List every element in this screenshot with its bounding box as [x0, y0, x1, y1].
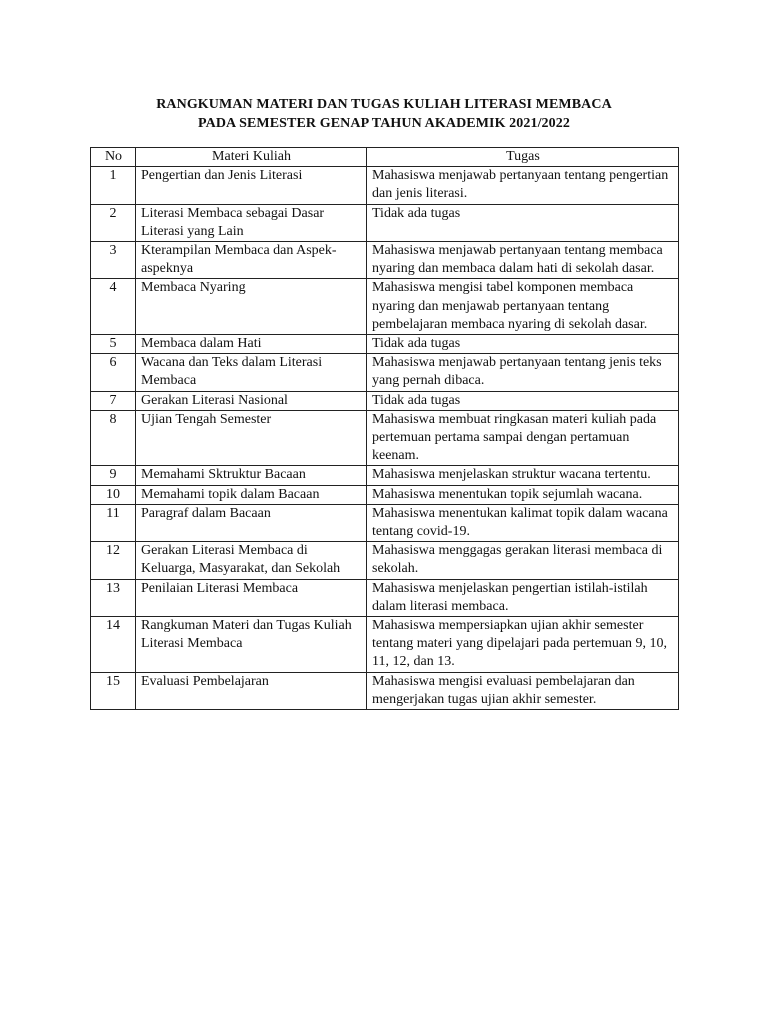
table-row	[91, 167, 679, 204]
cell-tugas: Mahasiswa menjawab pertanyaan tentang jenis teks yang pernah dibaca.	[367, 354, 679, 391]
cell-no: 8	[91, 410, 136, 466]
cell-tugas: Mahasiswa menjawab pertanyaan tentang pengertian dan jenis literasi.	[367, 167, 679, 204]
table-row	[91, 485, 679, 504]
cell-tugas: Tidak ada tugas	[367, 204, 679, 241]
cell-no: 3	[91, 242, 136, 279]
cell-tugas: Mahasiswa menentukan topik sejumlah wacana.	[367, 485, 679, 504]
table-row	[91, 579, 679, 616]
cell-tugas: Tidak ada tugas	[367, 335, 679, 354]
cell-no: 11	[91, 504, 136, 541]
cell-materi: Wacana dan Teks dalam Literasi Membaca	[136, 354, 367, 391]
cell-no: 5	[91, 335, 136, 354]
table-row	[91, 204, 679, 241]
cell-no: 4	[91, 279, 136, 335]
cell-materi: Evaluasi Pembelajaran	[136, 672, 367, 709]
title-line-2: PADA SEMESTER GENAP TAHUN AKADEMIK 2021/2022	[198, 116, 570, 131]
cell-no: 12	[91, 542, 136, 579]
cell-tugas: Mahasiswa menentukan kalimat topik dalam wacana tentang covid-19.	[367, 504, 679, 541]
cell-materi: Penilaian Literasi Membaca	[136, 579, 367, 616]
cell-materi: Pengertian dan Jenis Literasi	[136, 167, 367, 204]
cell-no: 15	[91, 672, 136, 709]
table-row	[91, 672, 679, 709]
table-row	[91, 617, 679, 673]
cell-materi: Memahami topik dalam Bacaan	[136, 485, 367, 504]
cell-materi: Membaca Nyaring	[136, 279, 367, 335]
cell-no: 9	[91, 466, 136, 485]
cell-materi: Gerakan Literasi Nasional	[136, 391, 367, 410]
table-row	[91, 242, 679, 279]
cell-tugas: Mahasiswa mempersiapkan ujian akhir semester tentang materi yang dipelajari pada pertemuan 9, 10, 11, 12, dan 13.	[367, 617, 679, 673]
cell-materi: Literasi Membaca sebagai Dasar Literasi yang Lain	[136, 204, 367, 241]
cell-tugas: Mahasiswa mengisi evaluasi pembelajaran dan mengerjakan tugas ujian akhir semester.	[367, 672, 679, 709]
cell-tugas: Mahasiswa menjelaskan pengertian istilah-istilah dalam literasi membaca.	[367, 579, 679, 616]
cell-no: 14	[91, 617, 136, 673]
table-row	[91, 466, 679, 485]
table-row	[91, 542, 679, 579]
cell-no: 2	[91, 204, 136, 241]
cell-tugas: Mahasiswa menggagas gerakan literasi membaca di sekolah.	[367, 542, 679, 579]
table-row	[91, 410, 679, 466]
table-row	[91, 335, 679, 354]
table-header-row	[91, 148, 679, 167]
table-body	[91, 167, 679, 710]
cell-no: 6	[91, 354, 136, 391]
table-row	[91, 354, 679, 391]
header-no: No	[91, 148, 136, 167]
table-row	[91, 391, 679, 410]
cell-tugas: Tidak ada tugas	[367, 391, 679, 410]
cell-no: 10	[91, 485, 136, 504]
header-materi: Materi Kuliah	[136, 148, 367, 167]
cell-materi: Paragraf dalam Bacaan	[136, 504, 367, 541]
cell-materi: Ujian Tengah Semester	[136, 410, 367, 466]
cell-no: 13	[91, 579, 136, 616]
table-row	[91, 504, 679, 541]
cell-no: 7	[91, 391, 136, 410]
cell-materi: Memahami Sktruktur Bacaan	[136, 466, 367, 485]
table-row	[91, 279, 679, 335]
cell-tugas: Mahasiswa menjelaskan struktur wacana tertentu.	[367, 466, 679, 485]
header-tugas: Tugas	[367, 148, 679, 167]
cell-tugas: Mahasiswa mengisi tabel komponen membaca nyaring dan menjawab pertanyaan tentang pembelajaran membaca nyaring di sekolah dasar.	[367, 279, 679, 335]
page-title	[0, 95, 768, 133]
cell-materi: Kterampilan Membaca dan Aspek-aspeknya	[136, 242, 367, 279]
cell-tugas: Mahasiswa menjawab pertanyaan tentang membaca nyaring dan membaca dalam hati di sekolah dasar.	[367, 242, 679, 279]
cell-materi: Membaca dalam Hati	[136, 335, 367, 354]
title-line-1: RANGKUMAN MATERI DAN TUGAS KULIAH LITERASI MEMBACA	[156, 97, 612, 112]
cell-no: 1	[91, 167, 136, 204]
course-summary-table	[90, 147, 679, 710]
cell-materi: Gerakan Literasi Membaca di Keluarga, Masyarakat, dan Sekolah	[136, 542, 367, 579]
cell-materi: Rangkuman Materi dan Tugas Kuliah Literasi Membaca	[136, 617, 367, 673]
cell-tugas: Mahasiswa membuat ringkasan materi kuliah pada pertemuan pertama sampai dengan pertamuan keenam.	[367, 410, 679, 466]
